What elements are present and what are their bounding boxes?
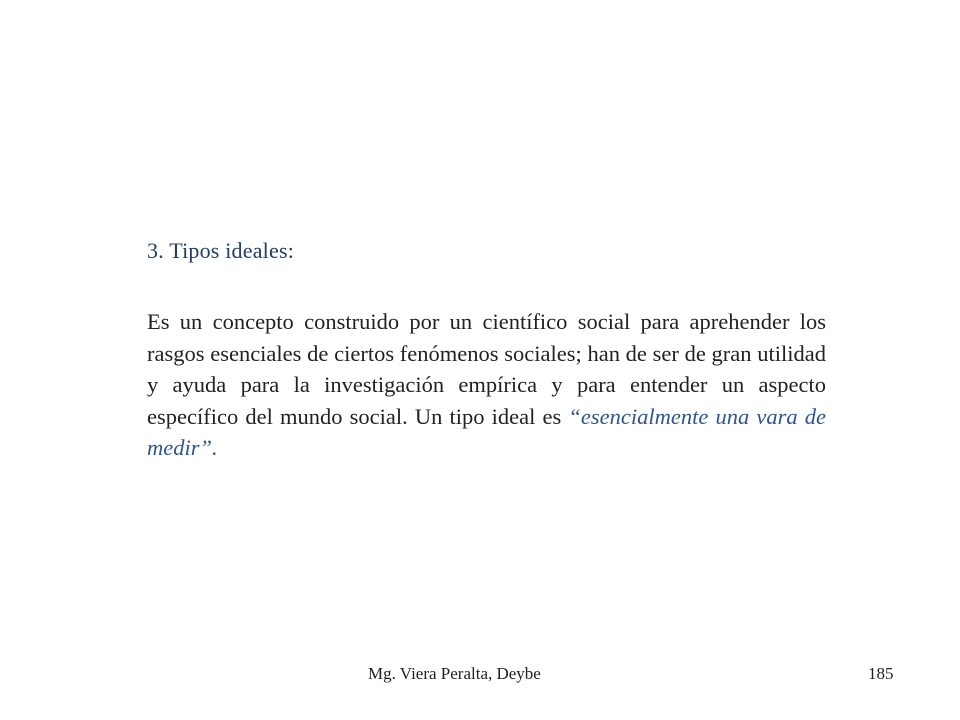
slide-paragraph [147, 306, 826, 464]
paragraph-text: Es un concepto construido por un científico social para aprehender los rasgos esenciales de ciertos fenómenos sociales; han de ser de gran utilidad y ayuda para la investigación empírica y para entender un aspecto específico del mundo social. Un tipo ideal es [147, 309, 826, 429]
footer-author: Mg. Viera Peralta, Deybe [368, 664, 541, 683]
footer-page-number: 185 [868, 664, 894, 683]
paragraph-quote: “esencialmente una vara de medir”. [147, 403, 826, 460]
slide-heading: 3. Tipos ideales: [147, 238, 295, 263]
